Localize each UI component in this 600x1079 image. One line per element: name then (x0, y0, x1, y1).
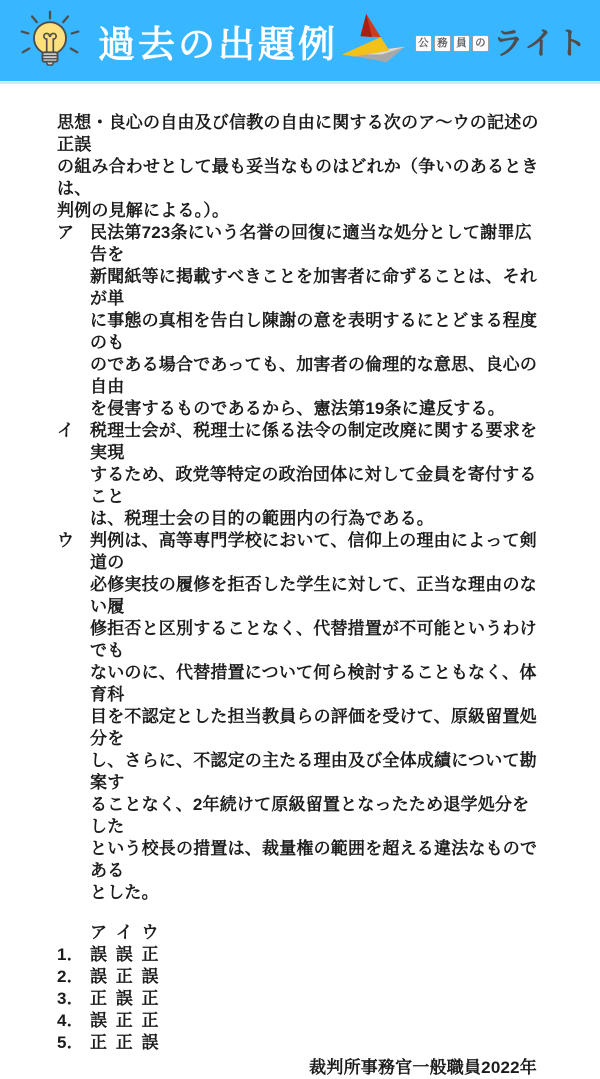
item-label: ア (57, 223, 75, 242)
choice-number: 3． (57, 989, 84, 1008)
choice-number: 4． (57, 1011, 84, 1030)
source-caption: 裁判所事務官一般職員2022年 (309, 1058, 537, 1077)
item-text: 判例は、高等専門学校において、信仰上の理由によって剣道の 必修実技の履修を拒否した学生に対して、正当な理由のない履 修拒否と区別することなく、代替措置が不可能というわけでも ないのに、代替措置について何ら検討することもなく、体育科 目を不認定とした担当教員らの評価を受けて、原級留置処分を し、さらに、不認定の主たる理由及び全体成績について勘案す ることなく、2年続けて原級留置となったため退学処分をした という校長の措置は、裁量権の範囲を超える違法なものである とした。 (90, 531, 538, 902)
choice-number: 5． (57, 1033, 84, 1052)
brand-prefix-char: 員 (453, 35, 470, 52)
choice-number: 1． (57, 945, 84, 964)
answer-table-header: ア イ ウ (90, 923, 161, 942)
choice-values: 正 誤 正 (90, 989, 161, 1008)
header-bar (0, 0, 600, 84)
question-item-i (57, 420, 545, 530)
item-label: イ (57, 421, 75, 440)
answer-block (57, 922, 545, 1054)
page-title: 過去の出題例 (98, 23, 338, 65)
item-label: ウ (57, 531, 75, 550)
choice-values: 誤 正 正 (90, 1011, 161, 1030)
item-text: 税理士会が、税理士に係る法令の制定改廃に関する要求を実現 するため、政党等特定の政治団体に対して金員を寄付すること は、税理士会の目的の範囲内の行為である。 (90, 421, 538, 528)
brand-prefix (415, 35, 489, 52)
answer-choice-2 (57, 966, 545, 988)
item-text: 民法第723条にいう名誉の回復に適当な処分として謝罪広告を 新聞紙等に掲載すべきことを加害者に命ずることは、それが単 に事態の真相を告白し陳謝の意を表明するにとどまる程度のも のである場合であっても、加害者の倫理的な意思、良心の自由 を侵害するものであるから、憲法第19条に違反する。 (90, 223, 538, 418)
question-item-a (57, 222, 545, 420)
brand-prefix-char: 公 (415, 35, 432, 52)
brand-logo (339, 11, 588, 71)
answer-choice-3 (57, 988, 545, 1010)
question-item-u (57, 530, 545, 904)
brand-prefix-char: 務 (434, 35, 451, 52)
choice-number: 2． (57, 967, 84, 986)
answer-choice-4 (57, 1010, 545, 1032)
brand-name: ライト (492, 26, 588, 61)
question-body (0, 84, 600, 1079)
choice-values: 誤 誤 正 (90, 945, 161, 964)
question-intro: 思想・良心の自由及び信教の自由に関する次のア〜ウの記述の正誤 の組み合わせとして最も妥当なものはどれか（争いのあるときは、 判例の見解による。）。 (57, 113, 539, 220)
lightbulb-icon (16, 8, 84, 74)
answer-choice-1 (57, 944, 545, 966)
choice-values: 正 正 誤 (90, 1033, 161, 1052)
choice-values: 誤 正 誤 (90, 967, 161, 986)
answer-choice-5 (57, 1032, 545, 1054)
brand-prefix-char: の (472, 35, 489, 52)
paper-crane-icon (339, 11, 409, 71)
